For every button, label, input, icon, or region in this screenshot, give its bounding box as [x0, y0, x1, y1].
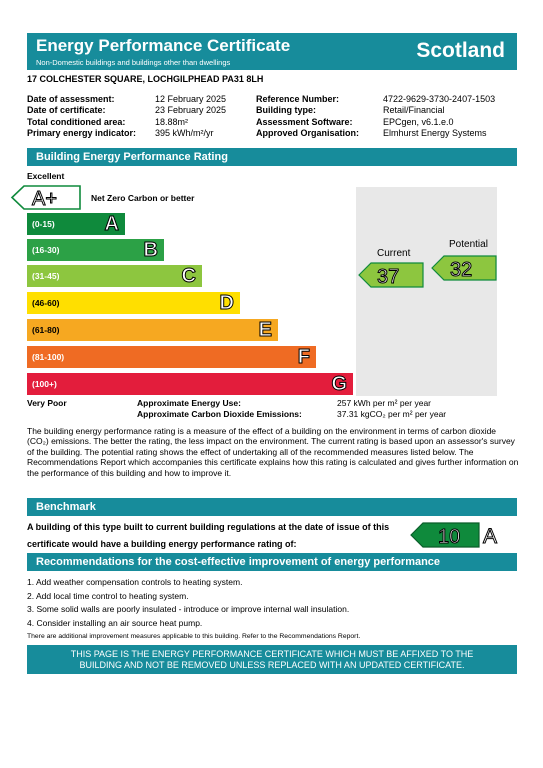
rating-section-bar — [27, 148, 517, 166]
rating-band-f — [27, 346, 316, 368]
potential-label: Potential — [449, 239, 488, 250]
band-letter: A — [104, 213, 119, 235]
detail-label: Date of certificate: — [27, 105, 106, 116]
band-range: (16-30) — [32, 245, 60, 255]
band-range: (81-100) — [32, 352, 65, 362]
benchmark-title: Benchmark — [36, 501, 96, 513]
band-range: (61-80) — [32, 325, 60, 335]
energy-use-value: 257 kWh per m² per year — [337, 398, 432, 408]
detail-label: Total conditioned area: — [27, 116, 126, 127]
benchmark-section-bar — [27, 498, 517, 516]
potential-rating-arrow — [431, 255, 497, 281]
band-range: (100+) — [32, 379, 57, 389]
recommendation-item: 1. Add weather compensation controls to heating system. — [27, 577, 243, 587]
recommendation-item: 3. Some solid walls are poorly insulated - introduce or improve internal wall insulation. — [27, 604, 350, 614]
rating-band-a — [27, 213, 125, 235]
band-letter: D — [219, 292, 234, 314]
footer-line-2: BUILDING AND NOT BE REMOVED UNLESS REPLACED WITH AN UPDATED CERTIFICATE. — [79, 660, 465, 670]
benchmark-letter-graphic — [482, 522, 504, 548]
rating-section-title: Building Energy Performance Rating — [36, 151, 228, 163]
rating-band-c — [27, 265, 202, 287]
band-letter: F — [297, 346, 310, 368]
detail-label: Primary energy indicator: — [27, 127, 137, 138]
country-label: Scotland — [416, 39, 505, 62]
detail-value: EPCgen, v6.1.e.0 — [383, 116, 454, 127]
recommendations-note: There are additional improvement measures applicable to this building. Refer to the Recommendations Report. — [27, 633, 361, 640]
detail-label: Date of assessment: — [27, 94, 115, 104]
details-left — [27, 94, 226, 139]
current-rating-arrow — [358, 262, 424, 288]
excellent-label: Excellent — [27, 171, 65, 181]
rating-band-b — [27, 239, 164, 261]
detail-value: 395 kWh/m²/yr — [155, 127, 214, 138]
recommendations-list — [27, 576, 360, 644]
recommendations-title: Recommendations for the cost-effective improvement of energy performance — [36, 556, 441, 568]
rating-description: The building energy performance rating is a measure of the effect of a building on the environment in terms of carbon dioxide (CO₂) emissions. The better the rating, the less impact on the environment. The current rating is based upon an assessor's survey of the building. The potential rating shows the effect of undertaking all of the recommended measures listed below. The Recommendations Report which accompanies this certificate explains how this rating is calculated and gives further information on the performance of this building and how to improve it. — [27, 426, 519, 478]
recommendations-section-bar — [27, 553, 517, 571]
property-address: 17 COLCHESTER SQUARE, LOCHGILPHEAD PA31 8LH — [27, 74, 264, 84]
aplus-arrow — [10, 185, 82, 210]
very-poor-label: Very Poor — [27, 398, 67, 408]
band-range: (0-15) — [32, 219, 55, 229]
benchmark-rating-value: 10 — [438, 526, 461, 548]
recommendation-item: 4. Consider installing an air source heat pump. — [27, 617, 203, 628]
potential-rating-value: 32 — [450, 259, 473, 281]
benchmark-rating-letter: A — [483, 525, 498, 548]
certificate-subtitle: Non-Domestic buildings and buildings other than dwellings — [36, 58, 231, 67]
aplus-letter: A+ — [32, 188, 58, 210]
certificate-header — [27, 33, 517, 70]
band-letter: E — [258, 319, 272, 341]
rating-band-g — [27, 373, 353, 395]
band-range: (31-45) — [32, 271, 60, 281]
benchmark-rating-arrow — [410, 522, 480, 548]
detail-value: 4722-9629-3730-2407-1503 — [383, 94, 496, 104]
current-label: Current — [377, 248, 411, 259]
energy-use-label: Approximate Energy Use: — [137, 398, 241, 408]
co2-label: Approximate Carbon Dioxide Emissions: — [137, 409, 302, 419]
detail-value: 12 February 2025 — [155, 94, 227, 104]
band-letter: G — [331, 373, 347, 395]
detail-label: Assessment Software: — [256, 116, 353, 127]
detail-label: Approved Organisation: — [256, 127, 360, 138]
certificate-footer — [27, 645, 517, 674]
footer-line-1: THIS PAGE IS THE ENERGY PERFORMANCE CERTIFICATE WHICH MUST BE AFFIXED TO THE — [70, 649, 474, 659]
details-right — [256, 94, 495, 139]
benchmark-text: A building of this type built to current building regulations at the date of issue of this certificate would have a building energy performance rating of: — [27, 522, 390, 549]
current-rating-value: 37 — [377, 266, 400, 288]
rating-comparison-panel — [356, 187, 497, 396]
co2-value: 37.31 kgCO₂ per m² per year — [337, 409, 447, 419]
rating-band-e — [27, 319, 278, 341]
detail-value: 18.88m² — [155, 116, 189, 127]
band-range: (46-60) — [32, 298, 60, 308]
rating-band-d — [27, 292, 240, 314]
recommendation-item: 2. Add local time control to heating system. — [27, 590, 189, 601]
detail-value: 23 February 2025 — [155, 105, 227, 116]
band-letter: C — [181, 265, 196, 287]
detail-value: Elmhurst Energy Systems — [383, 127, 487, 138]
detail-label: Reference Number: — [256, 94, 340, 104]
detail-value: Retail/Financial — [383, 105, 445, 116]
certificate-title: Energy Performance Certificate — [36, 36, 291, 55]
aplus-text: Net Zero Carbon or better — [91, 193, 195, 203]
detail-label: Building type: — [256, 105, 316, 116]
band-letter: B — [143, 239, 158, 261]
